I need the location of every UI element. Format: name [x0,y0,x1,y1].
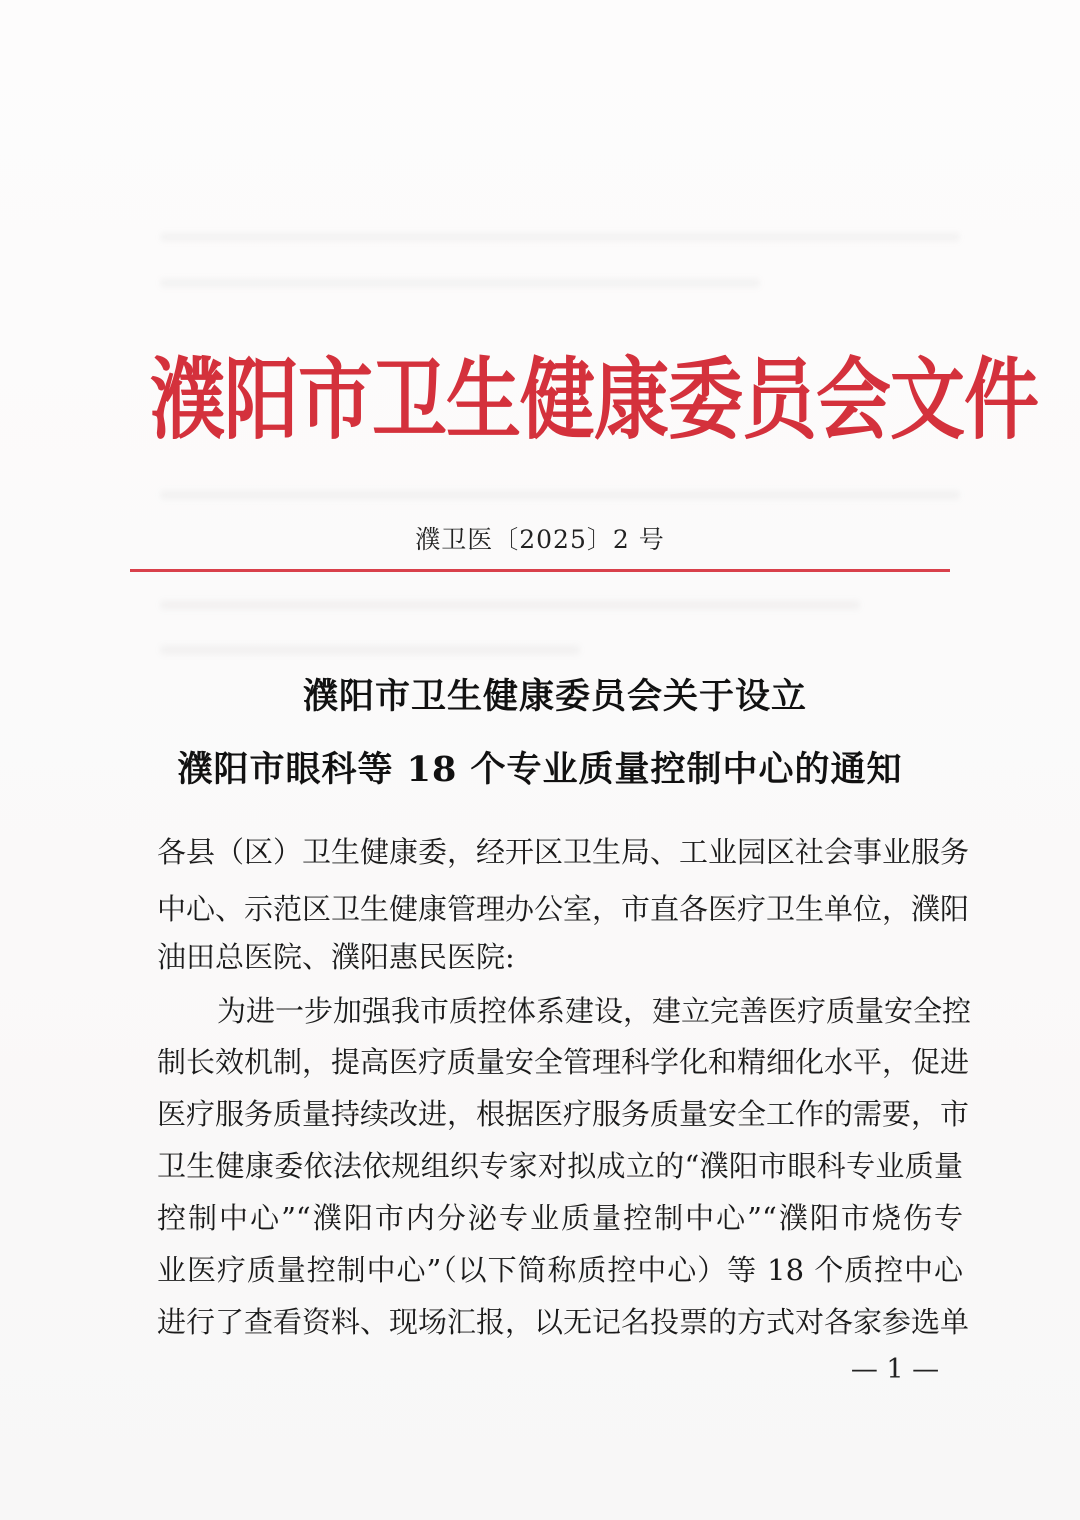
document-number: 濮卫医〔2025〕2 号 [415,525,665,554]
bleed-through-mark [160,278,760,288]
body-paragraph-line: 业医疗质量控制中心”（以下简称质控中心）等 18 个质控中心 [157,1253,963,1287]
addressee-line: 各县（区）卫生健康委，经开区卫生局、工业园区社会事业服务 [157,835,970,869]
body-paragraph-line: 医疗服务质量持续改进，根据医疗服务质量安全工作的需要，市 [157,1097,970,1131]
body-paragraph-line: 卫生健康委依法依规组织专家对拟成立的“濮阳市眼科专业质量 [157,1149,963,1183]
body-paragraph-line: 为进一步加强我市质控体系建设，建立完善医疗质量安全控 [217,994,972,1028]
addressee-line: 中心、示范区卫生健康管理办公室，市直各医疗卫生单位，濮阳 [157,892,970,926]
document-masthead: 濮阳市卫生健康委员会文件 [150,348,1039,452]
notice-title-line-1: 濮阳市卫生健康委员会关于设立 [302,676,807,717]
body-paragraph-line: 控制中心”“濮阳市内分泌专业质量控制中心”“濮阳市烧伤专 [157,1201,963,1235]
body-paragraph-line: 制长效机制，提高医疗质量安全管理科学化和精细化水平，促进 [157,1045,970,1079]
body-paragraph-line: 进行了查看资料、现场汇报，以无记名投票的方式对各家参选单 [157,1305,970,1339]
notice-title-line-2: 濮阳市眼科等 18 个专业质量控制中心的通知 [177,749,903,790]
page-number: — 1 — [850,1354,940,1385]
bleed-through-mark [160,645,580,655]
bleed-through-mark [160,490,960,500]
bleed-through-mark [160,600,860,610]
red-divider-line [130,569,950,572]
addressee-line: 油田总医院、濮阳惠民医院: [157,940,515,974]
bleed-through-mark [160,232,960,242]
